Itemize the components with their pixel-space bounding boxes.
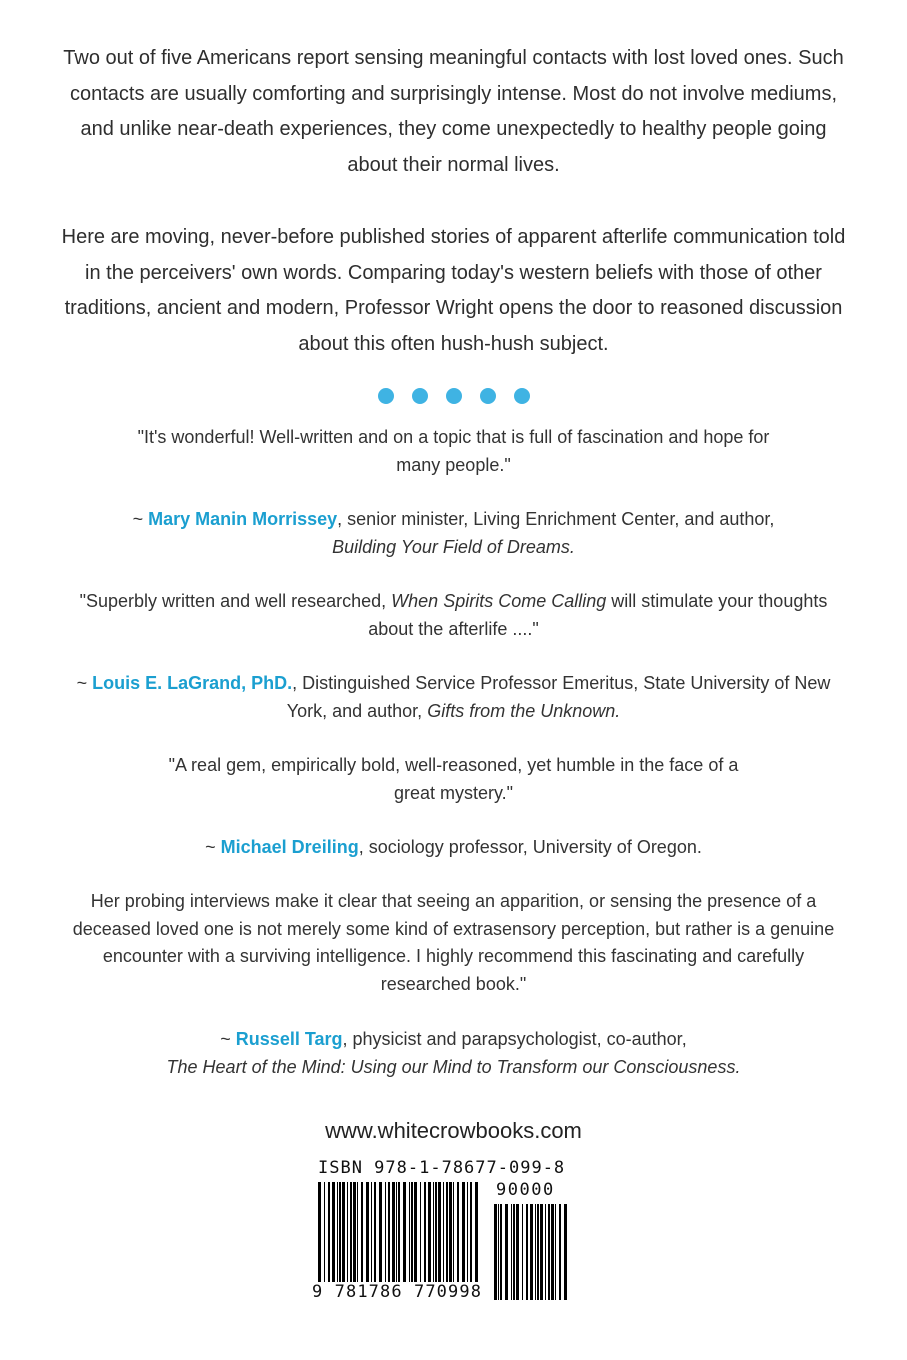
review-attribution-3 — [60, 834, 847, 862]
review-attribution-2 — [60, 670, 847, 725]
reviewer-name: Louis E. LaGrand, PhD. — [92, 673, 293, 693]
reviewer-work-title: Building Your Field of Dreams. — [332, 536, 575, 557]
attribution-tilde: ~ — [205, 837, 221, 857]
dot-icon — [480, 388, 496, 404]
reviewer-work-title: Gifts from the Unknown. — [427, 700, 621, 721]
reviewer-name: Mary Manin Morrissey — [148, 509, 338, 529]
dot-icon — [412, 388, 428, 404]
review-quote-2 — [60, 588, 847, 643]
reviewer-work-title: The Heart of the Mind: Using our Mind to Transform our Consciousness. — [166, 1056, 741, 1077]
review-quote-1: "It's wonderful! Well-written and on a topic that is full of fascination and hope for many people." — [137, 427, 770, 475]
price-code: 90000 — [496, 1180, 555, 1200]
book-title: When Spirits Come Calling — [391, 591, 607, 611]
review-quote-4: Her probing interviews make it clear that seeing an apparition, or sensing the presence of a deceased loved one is not merely some kind of extrasensory perception, but rather is a genuine encounter with a surviving intelligence. I highly recommend this fascinating and carefully researched book." — [72, 891, 835, 994]
reviewer-role: , senior minister, Living Enrichment Center, and author, — [337, 509, 775, 529]
review-attribution-4 — [60, 1026, 847, 1081]
dot-icon — [446, 388, 462, 404]
isbn-label: ISBN 978-1-78677-099-8 — [318, 1158, 566, 1178]
ean-digits: 9 781786 770998 — [312, 1282, 483, 1302]
attribution-tilde: ~ — [132, 509, 149, 529]
quote-text-start: "Superbly written and well researched, — [79, 591, 392, 611]
intro-paragraph-2: Here are moving, never-before published stories of apparent afterlife communication told in the perceivers' own words. Comparing today's western beliefs with those of other traditions, ancient and modern, Professor Wright opens the door to reasoned discussion about this often hush-hush subject. — [61, 226, 846, 356]
reviewer-name: Michael Dreiling — [220, 837, 359, 857]
reviewer-role: , sociology professor, University of Oregon. — [358, 837, 702, 857]
quote-text-end: will stimulate your thoughts about the afterlife ...." — [368, 591, 828, 639]
dot-icon — [378, 388, 394, 404]
attribution-tilde: ~ — [220, 1029, 236, 1049]
review-quote-3: "A real gem, empirically bold, well-reasoned, yet humble in the face of a great mystery." — [168, 755, 739, 803]
section-divider-dots — [0, 388, 907, 404]
reviewer-role: , physicist and parapsychologist, co-author, — [342, 1029, 687, 1049]
review-attribution-1 — [60, 506, 847, 561]
intro-paragraph-1: Two out of five Americans report sensing meaningful contacts with lost loved ones. Such contacts are usually comforting and surprisingly intense. Most do not involve mediums, and unlike near-death experiences, they come unexpectedly to healthy people going about their normal lives. — [63, 47, 844, 177]
reviewer-name: Russell Targ — [235, 1029, 343, 1049]
attribution-tilde: ~ — [76, 673, 93, 693]
dot-icon — [514, 388, 530, 404]
publisher-website: www.whitecrowbooks.com — [325, 1118, 582, 1143]
reviewer-role: , Distinguished Service Professor Emeritus, State University of New York, and author, — [286, 673, 831, 721]
